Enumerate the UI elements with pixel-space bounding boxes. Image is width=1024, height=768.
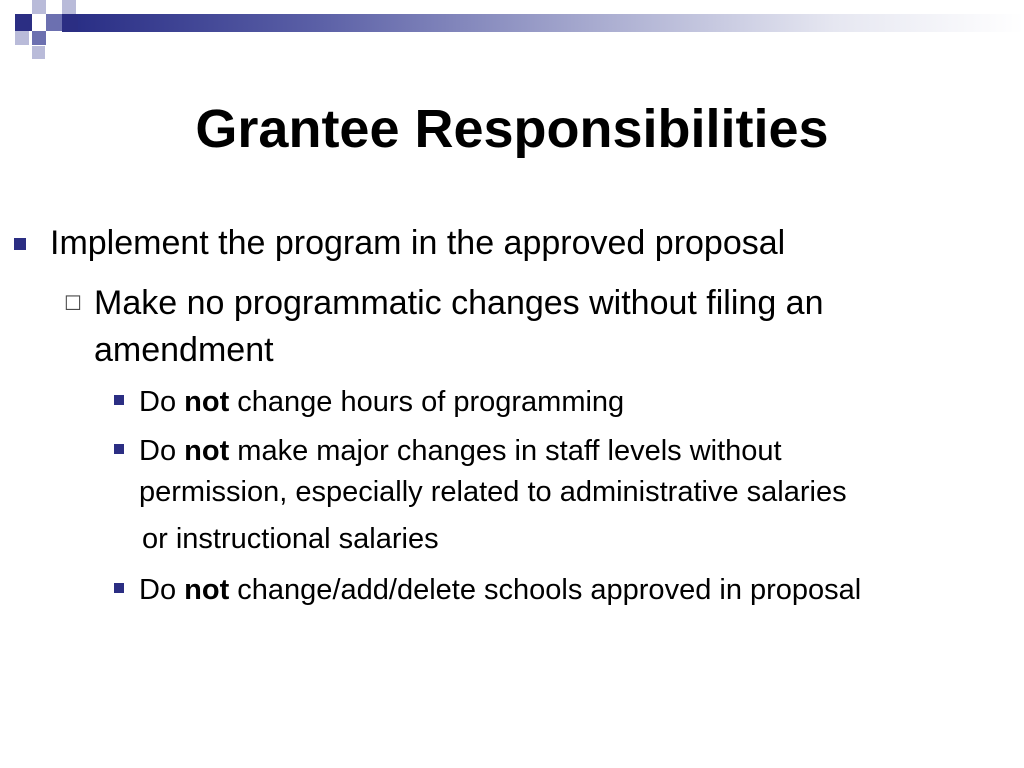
header-square-3 — [46, 14, 63, 31]
bullet-level1-text: Implement the program in the approved proposal — [50, 224, 786, 262]
filled-square-bullet-icon — [14, 238, 26, 250]
header-square-2 — [32, 0, 46, 14]
bullet-level2-text: Make no programmatic changes without filing an amendment — [94, 284, 824, 369]
bullet-level3-text: Do not change hours of programming — [139, 386, 625, 418]
emphasis-not: not — [184, 574, 230, 606]
header-square-5 — [32, 31, 46, 45]
filled-square-bullet-icon — [114, 395, 124, 405]
header-decoration — [0, 0, 1024, 62]
slide-title: Grantee Responsibilities — [195, 99, 829, 159]
header-gradient-bar — [78, 14, 1024, 32]
hollow-square-bullet-icon: ☐ — [64, 293, 82, 315]
emphasis-not: not — [184, 386, 230, 418]
header-square-4 — [15, 31, 29, 45]
header-square-7 — [62, 14, 78, 32]
bullet-level3-text: Do not change/add/delete schools approved in proposal — [139, 574, 862, 606]
header-square-6 — [62, 0, 76, 14]
filled-square-bullet-icon — [114, 583, 124, 593]
bullet-level3-text: Do not make major changes in staff levels without permission, especially related to administrative salaries — [139, 435, 847, 508]
filled-square-bullet-icon — [114, 444, 124, 454]
header-square-1 — [15, 14, 32, 31]
header-square-8 — [32, 46, 45, 59]
bullet-level3-continuation: or instructional salaries — [142, 523, 439, 555]
emphasis-not: not — [184, 435, 230, 467]
